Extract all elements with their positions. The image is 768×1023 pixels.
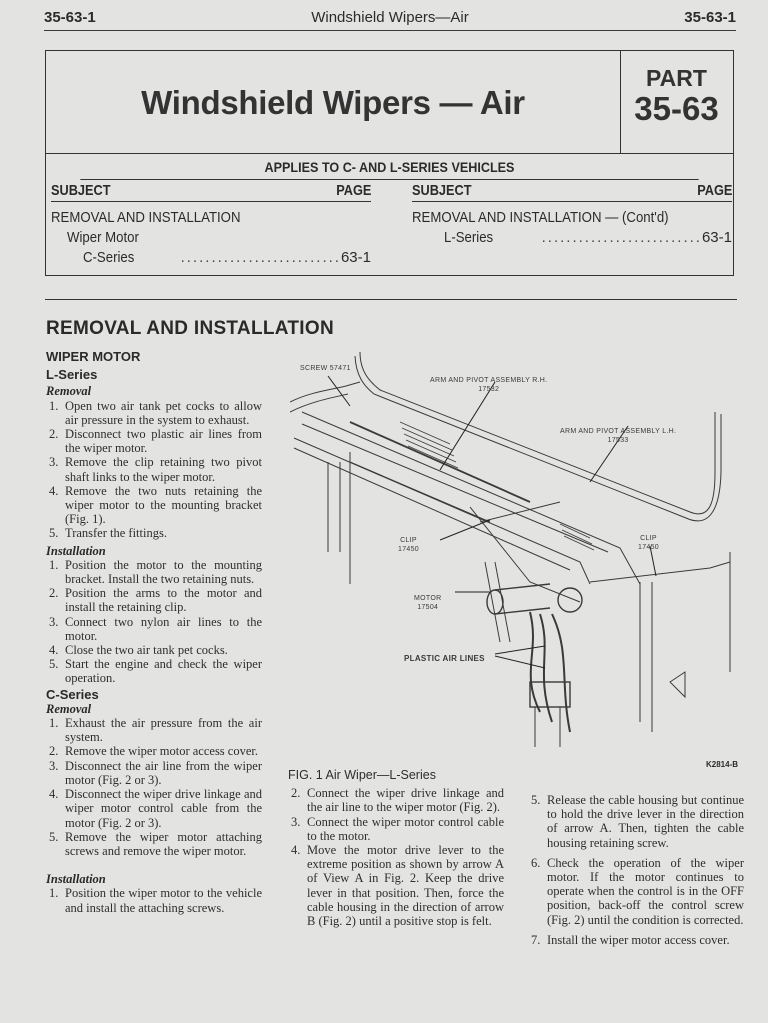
text-column-1 xyxy=(46,350,262,915)
label-clip-left: CLIP 17450 xyxy=(398,537,419,553)
step: 5. Remove the wiper motor attaching screws and remove the wiper motor. xyxy=(49,829,262,858)
part-number: 35-63 xyxy=(634,90,719,127)
step: 4. Move the motor drive lever to the extreme position as shown by arrow A of View A in Fig. 2. Keep the drive lever in that position. Then, force the cable housing in the direction of arrow B (Fig. 2) until a positive stop is felt. xyxy=(291,843,504,929)
running-header xyxy=(44,8,736,31)
part-cell xyxy=(620,51,733,154)
toc-subject-header: SUBJECT xyxy=(51,182,111,199)
toc-entry-text: Wiper Motor xyxy=(67,229,139,246)
section-divider xyxy=(45,299,737,300)
step: 2. Remove the wiper motor access cover. xyxy=(49,744,258,759)
step: 1. Exhaust the air pressure from the air system. xyxy=(49,716,262,745)
toc-entry[interactable] xyxy=(412,228,732,248)
toc-right xyxy=(412,181,732,248)
removal-heading: Removal xyxy=(46,701,92,716)
figure-code: K2814-B xyxy=(706,760,739,769)
title-box xyxy=(45,50,734,276)
toc-entry-page: 63-1 xyxy=(340,249,371,266)
step: 2. Disconnect two plastic air lines from the wiper motor. xyxy=(49,427,262,456)
page-title: Windshield Wipers — Air xyxy=(141,84,525,121)
l-series-heading: L-Series xyxy=(46,367,98,383)
installation-heading: Installation xyxy=(46,872,106,887)
step: 1. Position the wiper motor to the vehicle and install the attaching screws. xyxy=(49,886,262,915)
step: 4. Close the two air tank pet cocks. xyxy=(49,643,228,658)
toc-entry-text: C-Series xyxy=(83,249,135,266)
step: 3. Disconnect the air line from the wiper motor (Fig. 2 or 3). xyxy=(49,758,262,787)
step: 5. Start the engine and check the wiper operation. xyxy=(49,657,262,686)
page-number-right: 35-63-1 xyxy=(684,9,736,26)
figure-caption: FIG. 1 Air Wiper—L-Series xyxy=(288,768,436,782)
c-series-installation-steps-part3 xyxy=(528,793,744,947)
l-series-removal-steps xyxy=(46,399,262,541)
toc-entry[interactable] xyxy=(51,228,371,248)
label-motor: MOTOR 17504 xyxy=(414,595,442,611)
label-arm-rh: ARM AND PIVOT ASSEMBLY R.H. 17532 xyxy=(430,377,548,393)
dot-leader: .......................... xyxy=(180,249,341,266)
running-title: Windshield Wipers—Air xyxy=(311,9,469,26)
toc-entry-text: REMOVAL AND INSTALLATION — (Cont'd) xyxy=(412,209,669,226)
step: 1. Open two air tank pet cocks to allow air pressure in the system to exhaust. xyxy=(49,398,262,427)
title-cell xyxy=(46,51,621,154)
removal-heading: Removal xyxy=(46,384,92,399)
c-series-installation-steps-part1 xyxy=(46,886,262,914)
toc-entry[interactable] xyxy=(412,208,732,228)
section-title: REMOVAL AND INSTALLATION xyxy=(46,318,334,339)
part-label: PART xyxy=(646,65,707,91)
step: 3. Remove the clip retaining two pivot shaft links to the wiper motor. xyxy=(49,455,262,484)
applies-to-banner: APPLIES TO C- AND L-SERIES VEHICLES xyxy=(80,153,698,180)
text-column-2 xyxy=(288,768,504,928)
toc-entry-page: 63-1 xyxy=(701,229,732,246)
step: 7. Install the wiper motor access cover. xyxy=(531,932,730,947)
label-clip-right: CLIP 17450 xyxy=(638,535,659,551)
text-column-3 xyxy=(528,793,744,947)
c-series-removal-steps xyxy=(46,716,262,858)
c-series-heading: C-Series xyxy=(46,686,99,702)
toc-entry[interactable] xyxy=(51,208,371,228)
step: 3. Connect two nylon air lines to the motor. xyxy=(49,614,262,643)
toc-entry-text: REMOVAL AND INSTALLATION xyxy=(51,209,241,226)
page-number-left: 35-63-1 xyxy=(44,9,96,26)
c-series-installation-steps-part2 xyxy=(288,786,504,928)
step: 3. Connect the wiper motor control cable to the motor. xyxy=(291,814,504,843)
label-arm-lh: ARM AND PIVOT ASSEMBLY L.H. 17533 xyxy=(560,428,677,444)
step: 1. Position the motor to the mounting bracket. Install the two retaining nuts. xyxy=(49,557,262,587)
label-screw: SCREW 57471 xyxy=(300,365,351,372)
toc-page-header: PAGE xyxy=(696,182,732,199)
dot-leader: .......................... xyxy=(541,229,702,246)
toc-subject-header: SUBJECT xyxy=(412,182,472,199)
step: 4. Disconnect the wiper drive linkage and wiper motor control cable from the motor (Fig. 2 or 3). xyxy=(49,787,262,830)
installation-heading: Installation xyxy=(46,543,106,558)
figure-1-air-wiper-diagram xyxy=(290,352,760,762)
toc-left xyxy=(51,181,371,268)
step: 4. Remove the two nuts retaining the wiper motor to the mounting bracket (Fig. 1). xyxy=(49,483,262,527)
toc-header xyxy=(412,181,732,202)
toc-entry-text: L-Series xyxy=(444,229,494,246)
toc-header xyxy=(51,181,371,202)
step: 6. Check the operation of the wiper motor. If the motor continues to operate when the control is in the OFF position, back-off the control screw (Fig. 2) until the condition is corrected. xyxy=(531,855,744,927)
label-plastic-air-lines: PLASTIC AIR LINES xyxy=(404,654,485,663)
step: 5. Release the cable housing but continue to hold the drive lever in the direction of arrow A. Then, tighten the cable housing retaining screw. xyxy=(531,793,744,850)
step: 2. Connect the wiper drive linkage and the air line to the wiper motor (Fig. 2). xyxy=(291,786,504,815)
step: 5. Transfer the fittings. xyxy=(49,526,167,541)
subsection-heading: WIPER MOTOR xyxy=(46,349,141,364)
wiper-assembly-illustration xyxy=(290,352,760,762)
toc-page-header: PAGE xyxy=(335,182,371,199)
l-series-installation-steps xyxy=(46,558,262,686)
step: 2. Position the arms to the motor and install the retaining clip. xyxy=(49,586,262,615)
toc-entry[interactable] xyxy=(51,248,371,268)
